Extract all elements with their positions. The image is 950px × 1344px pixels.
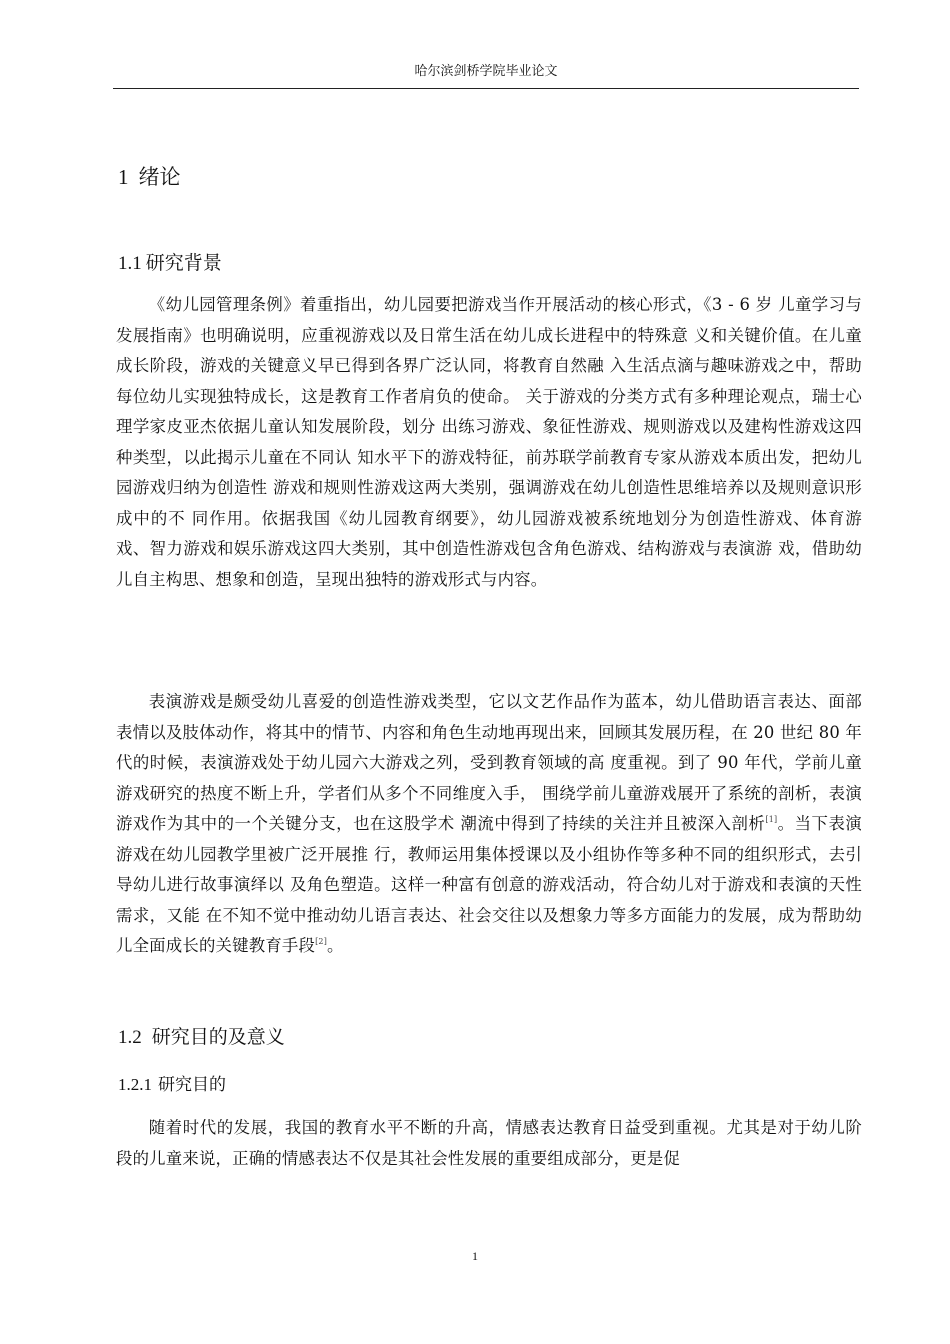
section-title: 研究背景	[145, 252, 222, 274]
paragraph-text: 。当下表演游戏在幼儿园教学里被广泛开展推 行，教师运用集体授课以及小组协作等多种不同的组织形式，去引导幼儿进行故事演绎以 及角色塑造。这样一种富有创意的游戏活动，符合幼儿对于游戏和表演的天性需求，又能 在不知不觉中推动幼儿语言表达、社会交往以及想象力等多方面能力的发展，成为帮助幼 儿全面成长的关键教育手段	[116, 814, 862, 955]
paragraph-background-1: 《幼儿园管理条例》着重指出，幼儿园要把游戏当作开展活动的核心形式，《3 - 6 岁 儿童学习与发展指南》也明确说明，应重视游戏以及日常生活在幼儿成长进程中的特殊意 义和关键价值。在儿童成长阶段，游戏的关键意义早已得到各界广泛认同，将教育自然融 入生活点滴与趣味游戏之中，帮助每位幼儿实现独特成长，这是教育工作者肩负的使命。 关于游戏的分类方式有多种理论观点，瑞士心理学家皮亚杰依据儿童认知发展阶段，划分 出练习游戏、象征性游戏、规则游戏以及建构性游戏这四种类型，以此揭示儿童在不同认 知水平下的游戏特征，前苏联学前教育专家从游戏本质出发，把幼儿园游戏归纳为创造性 游戏和规则性游戏这两大类别，强调游戏在幼儿创造性思维培养以及规则意识形成中的不 同作用。依据我国《幼儿园教育纲要》，幼儿园游戏被系统地划分为创造性游戏、体育游 戏、智力游戏和娱乐游戏这四大类别，其中创造性游戏包含角色游戏、结构游戏与表演游 戏，借助幼儿自主构思、想象和创造，呈现出独特的游戏形式与内容。	[116, 295, 862, 589]
chapter-title: 绪论	[138, 165, 181, 189]
subsection-heading-1-2-1	[118, 1071, 226, 1099]
section-heading-1-1	[118, 248, 222, 279]
subsection-number: 1.2.1	[118, 1075, 152, 1094]
section-number: 1.2	[118, 1027, 142, 1048]
paragraph-text: 表演游戏是颇受幼儿喜爱的创造性游戏类型，它以文艺作品作为蓝本，幼儿借助语言表达、面部表情以及肢体动作，将其中的情节、内容和角色生动地再现出来，回顾其发展历程，在 20 世纪 80 年代的时候，表演游戏处于幼儿园六大游戏之列，受到教育领域的高 度重视。到了 90 年代，学前儿童游戏研究的热度不断上升，学者们从多个不同维度入手， 围绕学前儿童游戏展开了系统的剖析，表演游戏作为其中的一个关键分支，也在这股学术 潮流中得到了持续的关注并且被深入剖析	[116, 692, 862, 833]
citation-2: [2]	[315, 937, 328, 946]
section-heading-1-2	[118, 1022, 285, 1053]
section-title: 研究目的及意义	[151, 1026, 285, 1048]
page-number: 1	[472, 1249, 478, 1263]
citation-1: [1]	[765, 815, 778, 824]
section-number: 1.1	[118, 253, 142, 274]
paragraph-text: 。	[327, 936, 344, 955]
header-title: 哈尔滨剑桥学院毕业论文	[414, 63, 558, 78]
page-header	[113, 60, 859, 89]
chapter-number: 1	[118, 165, 129, 189]
chapter-heading	[118, 162, 181, 192]
paragraph-background-2	[116, 687, 862, 962]
subsection-title: 研究目的	[158, 1075, 226, 1095]
paragraph-purpose: 随着时代的发展，我国的教育水平不断的升高，情感表达教育日益受到重视。尤其是对于幼儿阶段的儿童来说，正确的情感表达不仅是其社会性发展的重要组成部分，更是促	[116, 1118, 862, 1168]
